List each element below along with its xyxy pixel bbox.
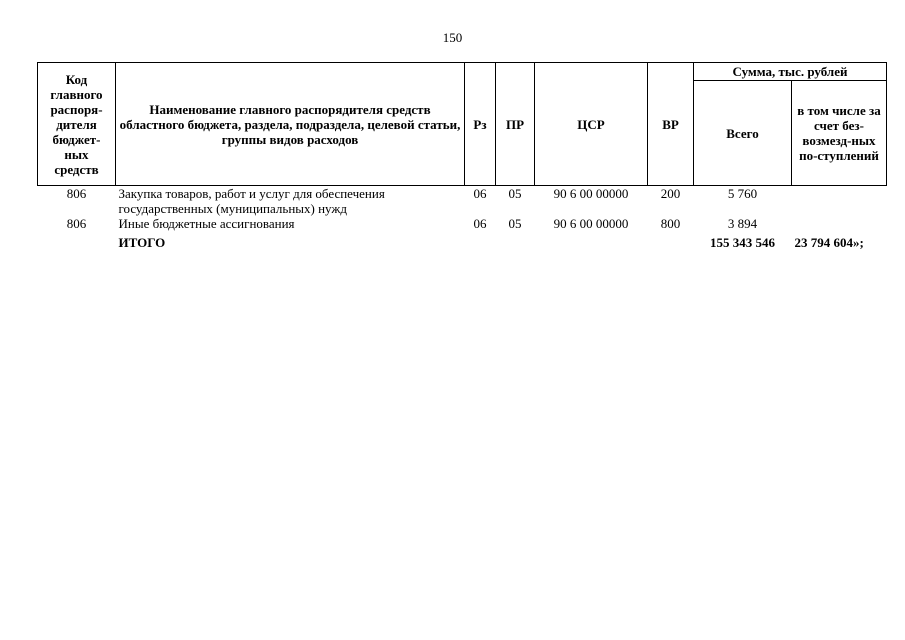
row-pr: 05 [508,186,522,201]
header-total: Всего [694,81,792,186]
row-code: 806 [66,186,87,201]
total-sum: 155 343 546 [710,235,775,250]
row-pr: 05 [508,216,522,231]
header-grants: в том числе за счет без-возмезд-ных по-ступлений [792,81,887,186]
header-vr: ВР [648,63,694,186]
header-name: Наименование главного распорядителя средств областного бюджета, раздела, подраздела, целевой статьи, группы видов расходов [116,63,465,186]
page-number: 150 [442,30,463,45]
row-vr: 200 [660,186,681,201]
row-rz: 06 [473,216,487,231]
header-csr: ЦСР [535,63,648,186]
header-code: Код главного распоря-дителя бюджет-ных средств [38,63,116,186]
row-vr: 800 [660,216,681,231]
table-row [38,216,887,231]
row-rz: 06 [473,186,487,201]
row-total: 5 760 [727,186,758,201]
table-row [38,186,887,217]
header-pr: ПР [496,63,535,186]
row-csr: 90 6 00 00000 [553,186,629,201]
row-total: 3 894 [727,216,758,231]
row-code: 806 [66,216,87,231]
header-rz: Рз [465,63,496,186]
total-label: ИТОГО [118,235,166,250]
header-sum-group: Сумма, тыс. рублей [694,63,887,81]
row-grants [792,216,887,231]
row-grants [792,186,887,217]
total-row [38,231,887,250]
budget-table [37,62,887,250]
row-name: Иные бюджетные ассигнования [118,216,295,231]
row-name: Закупка товаров, работ и услуг для обеспечения государственных (муниципальных) нужд [118,186,385,216]
row-csr: 90 6 00 00000 [553,216,629,231]
total-grants: 23 794 604»; [794,235,864,250]
